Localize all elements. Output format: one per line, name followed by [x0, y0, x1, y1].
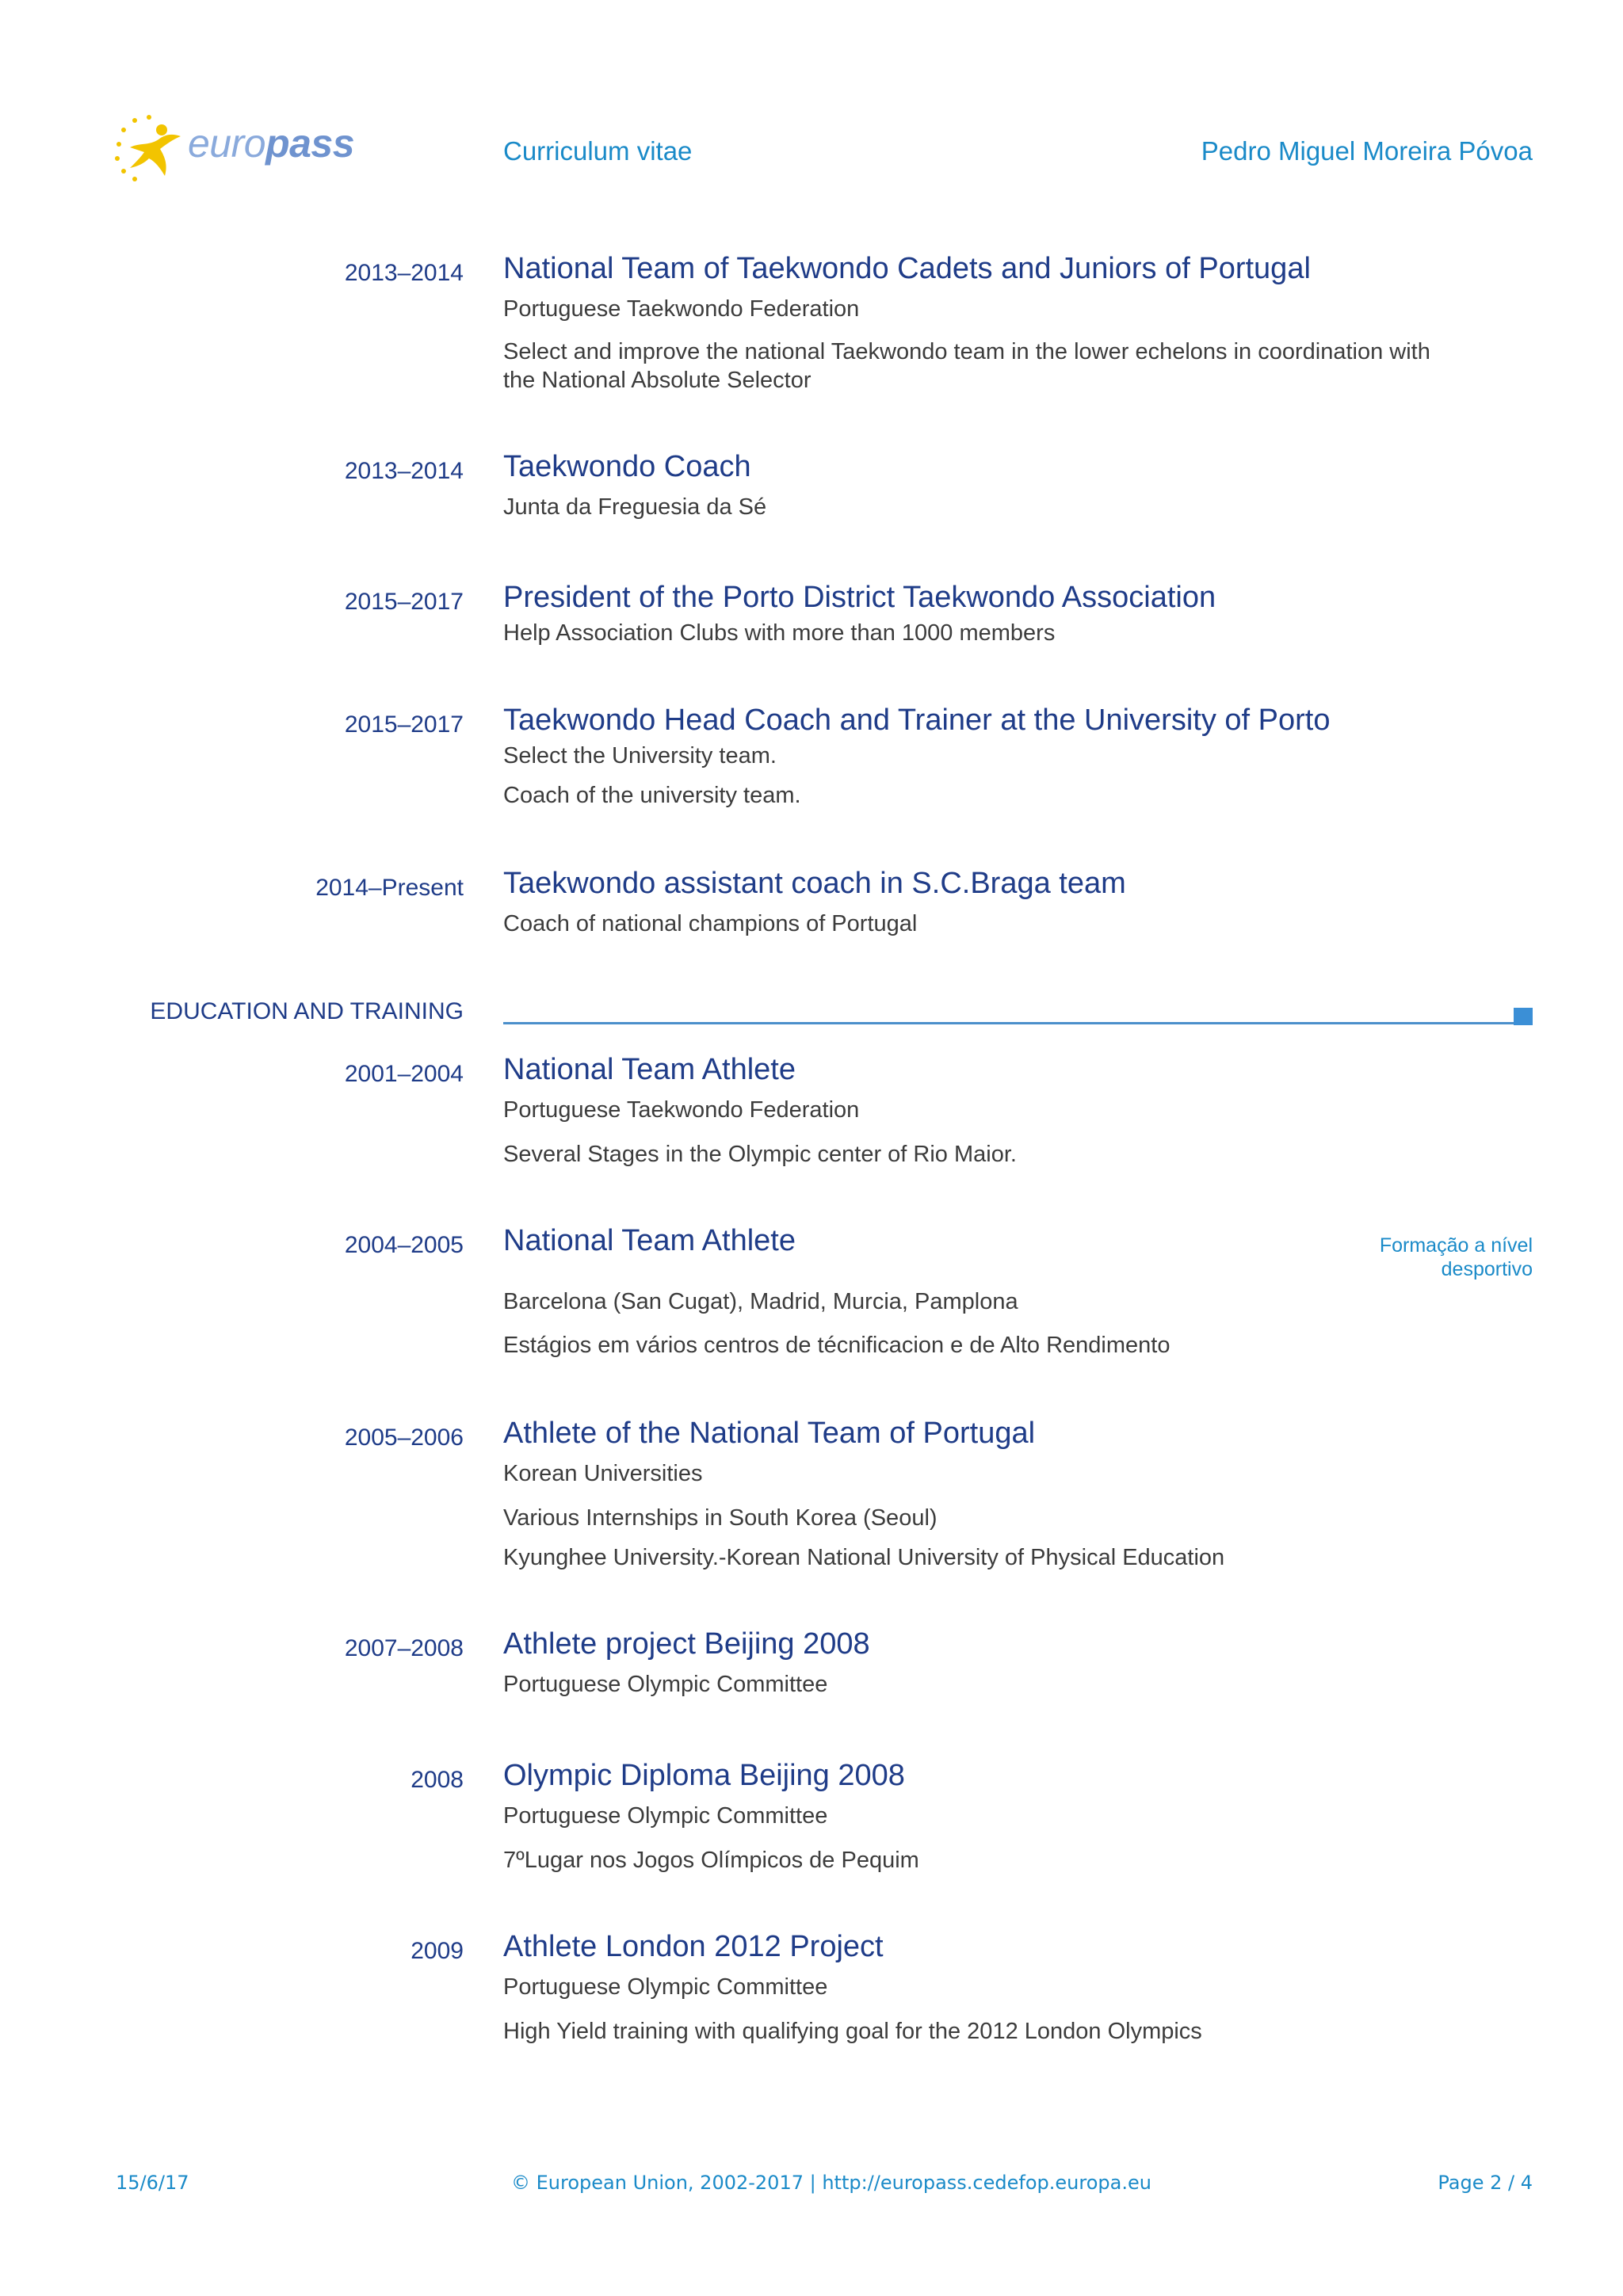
- applicant-name: Pedro Miguel Moreira Póvoa: [1201, 136, 1533, 166]
- entry-title: National Team Athlete: [503, 1224, 796, 1257]
- entry-date: 2001–2004: [344, 1061, 464, 1087]
- footer-page-number: Page 2 / 4: [1438, 2172, 1533, 2194]
- footer-copyright-link[interactable]: © European Union, 2002-2017 | http://europass.cedefop.europa.eu: [511, 2172, 1151, 2194]
- entry-description: Select the University team.: [503, 743, 777, 769]
- entry-title: Taekwondo Coach: [503, 450, 751, 483]
- europass-logo: [113, 113, 355, 184]
- entry-date: 2007–2008: [344, 1635, 464, 1661]
- europass-wordmark: europass: [188, 121, 355, 166]
- europass-figure-icon: [113, 113, 192, 184]
- footer-date: 15/6/17: [116, 2172, 189, 2194]
- entry-title: National Team of Taekwondo Cadets and Juniors of Portugal: [503, 252, 1311, 285]
- section-divider: [503, 1022, 1514, 1024]
- entry-description: Coach of national champions of Portugal: [503, 911, 918, 936]
- entry-title: President of the Porto District Taekwondo Association: [503, 581, 1216, 614]
- entry-date: 2008: [411, 1767, 464, 1793]
- entry-description: 7ºLugar nos Jogos Olímpicos de Pequim: [503, 1848, 919, 1873]
- entry-title: Olympic Diploma Beijing 2008: [503, 1759, 905, 1792]
- entry-organisation: Portuguese Olympic Committee: [503, 1974, 828, 2000]
- section-heading-education: EDUCATION AND TRAINING: [150, 998, 464, 1024]
- entry-organisation: Portuguese Taekwondo Federation: [503, 1097, 860, 1123]
- entry-description: Kyunghee University.-Korean National University of Physical Education: [503, 1545, 1225, 1570]
- entry-date: 2013–2014: [344, 260, 464, 286]
- entry-date: 2009: [411, 1938, 464, 1964]
- entry-date: 2005–2006: [344, 1425, 464, 1451]
- entry-title: Taekwondo Head Coach and Trainer at the University of Porto: [503, 704, 1331, 737]
- entry-description: Select and improve the national Taekwondo team in the lower echelons in coordination with the National Absolute Selector: [503, 339, 1430, 393]
- entry-description: Several Stages in the Olympic center of Rio Maior.: [503, 1142, 1017, 1167]
- entry-description: Estágios em vários centros de técnificacion e de Alto Rendimento: [503, 1333, 1170, 1358]
- entry-description: Coach of the university team.: [503, 783, 801, 808]
- entry-organisation: Junta da Freguesia da Sé: [503, 494, 767, 520]
- entry-date: 2015–2017: [344, 711, 464, 738]
- qualification-level-line: Formação a nível: [1379, 1234, 1533, 1257]
- section-marker: [1514, 1008, 1533, 1025]
- entry-date: 2014–Present: [315, 875, 464, 901]
- entry-date: 2004–2005: [344, 1232, 464, 1258]
- entry-organisation: Portuguese Olympic Committee: [503, 1803, 828, 1829]
- qualification-level-line: desportivo: [1441, 1258, 1533, 1280]
- entry-organisation: Portuguese Olympic Committee: [503, 1672, 828, 1697]
- entry-description: High Yield training with qualifying goal for the 2012 London Olympics: [503, 2019, 1202, 2044]
- entry-title: Athlete of the National Team of Portugal: [503, 1417, 1036, 1450]
- entry-organisation: Portuguese Taekwondo Federation: [503, 296, 860, 322]
- entry-organisation: Korean Universities: [503, 1461, 703, 1486]
- entry-title: Taekwondo assistant coach in S.C.Braga team: [503, 867, 1126, 900]
- entry-description: Help Association Clubs with more than 1000 members: [503, 620, 1056, 646]
- entry-date: 2013–2014: [344, 458, 464, 484]
- document-type: Curriculum vitae: [503, 136, 693, 166]
- entry-description: Various Internships in South Korea (Seoul): [503, 1505, 938, 1531]
- qualification-level: [1380, 1234, 1533, 1281]
- entry-date: 2015–2017: [344, 589, 464, 615]
- entry-title: Athlete London 2012 Project: [503, 1930, 884, 1963]
- entry-organisation: Barcelona (San Cugat), Madrid, Murcia, Pamplona: [503, 1289, 1018, 1314]
- entry-title: Athlete project Beijing 2008: [503, 1627, 870, 1661]
- entry-title: National Team Athlete: [503, 1053, 796, 1086]
